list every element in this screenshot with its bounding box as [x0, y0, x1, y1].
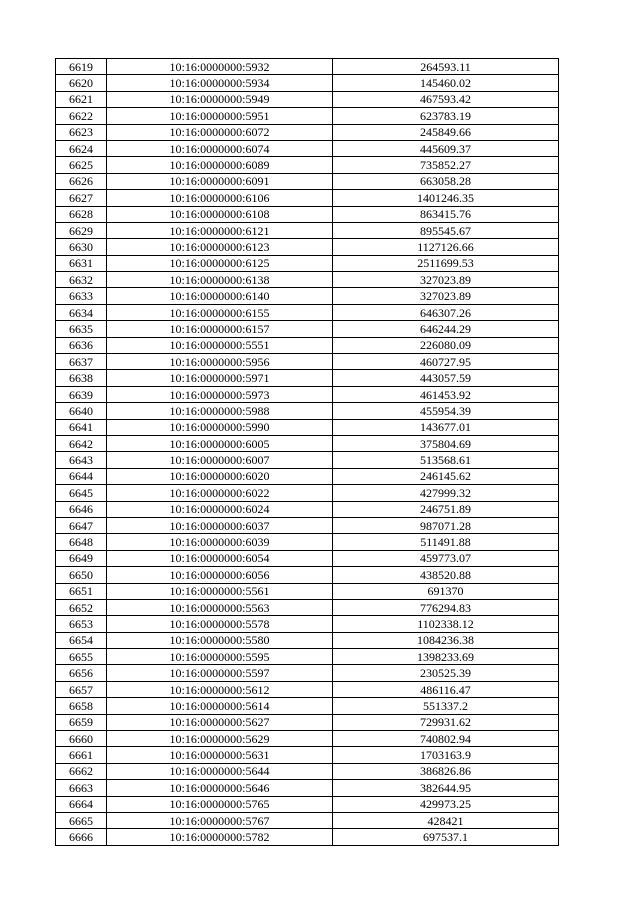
row-number-cell: 6648 — [56, 534, 107, 550]
table-row — [56, 59, 559, 75]
table-row — [56, 206, 559, 222]
cadastral-number-cell: 10:16:0000000:6074 — [107, 140, 333, 156]
cadastral-number-cell: 10:16:0000000:6056 — [107, 567, 333, 583]
row-number-cell: 6633 — [56, 288, 107, 304]
table-row — [56, 780, 559, 796]
cadastral-number-cell: 10:16:0000000:6089 — [107, 157, 333, 173]
table-row — [56, 517, 559, 533]
table-row — [56, 190, 559, 206]
table-row — [56, 124, 559, 140]
cadastral-number-cell: 10:16:0000000:5578 — [107, 616, 333, 632]
table-row — [56, 616, 559, 632]
value-cell: 327023.89 — [333, 288, 559, 304]
value-cell: 2511699.53 — [333, 255, 559, 271]
cadastral-number-cell: 10:16:0000000:5767 — [107, 812, 333, 828]
value-cell: 691370 — [333, 583, 559, 599]
cadastral-number-cell: 10:16:0000000:6106 — [107, 190, 333, 206]
row-number-cell: 6641 — [56, 419, 107, 435]
row-number-cell: 6639 — [56, 386, 107, 402]
table-row — [56, 173, 559, 189]
row-number-cell: 6663 — [56, 780, 107, 796]
row-number-cell: 6651 — [56, 583, 107, 599]
table-row — [56, 649, 559, 665]
cadastral-number-cell: 10:16:0000000:6007 — [107, 452, 333, 468]
table-row — [56, 75, 559, 91]
row-number-cell: 6654 — [56, 632, 107, 648]
row-number-cell: 6665 — [56, 812, 107, 828]
row-number-cell: 6656 — [56, 665, 107, 681]
value-cell: 459773.07 — [333, 550, 559, 566]
table-row — [56, 747, 559, 763]
table-row — [56, 222, 559, 238]
value-cell: 987071.28 — [333, 517, 559, 533]
value-cell: 1401246.35 — [333, 190, 559, 206]
value-cell: 1102338.12 — [333, 616, 559, 632]
value-cell: 513568.61 — [333, 452, 559, 468]
value-cell: 145460.02 — [333, 75, 559, 91]
cadastral-number-cell: 10:16:0000000:6072 — [107, 124, 333, 140]
table-row — [56, 91, 559, 107]
value-cell: 427999.32 — [333, 485, 559, 501]
row-number-cell: 6638 — [56, 370, 107, 386]
table-row — [56, 255, 559, 271]
table-row — [56, 714, 559, 730]
row-number-cell: 6636 — [56, 337, 107, 353]
cadastral-number-cell: 10:16:0000000:6054 — [107, 550, 333, 566]
value-cell: 455954.39 — [333, 403, 559, 419]
cadastral-number-cell: 10:16:0000000:5561 — [107, 583, 333, 599]
value-cell: 246145.62 — [333, 468, 559, 484]
table-row — [56, 501, 559, 517]
row-number-cell: 6624 — [56, 140, 107, 156]
cadastral-number-cell: 10:16:0000000:6157 — [107, 321, 333, 337]
table-row — [56, 681, 559, 697]
cadastral-number-cell: 10:16:0000000:5614 — [107, 698, 333, 714]
value-cell: 386826.86 — [333, 763, 559, 779]
row-number-cell: 6666 — [56, 829, 107, 845]
value-cell: 740802.94 — [333, 731, 559, 747]
value-cell: 623783.19 — [333, 108, 559, 124]
value-cell: 1084236.38 — [333, 632, 559, 648]
value-cell: 428421 — [333, 812, 559, 828]
cadastral-number-cell: 10:16:0000000:5932 — [107, 59, 333, 75]
cadastral-number-cell: 10:16:0000000:5990 — [107, 419, 333, 435]
table-row — [56, 370, 559, 386]
value-cell: 663058.28 — [333, 173, 559, 189]
table-row — [56, 796, 559, 812]
table-body — [56, 59, 559, 846]
cadastral-number-cell: 10:16:0000000:6125 — [107, 255, 333, 271]
value-cell: 382644.95 — [333, 780, 559, 796]
value-cell: 445609.37 — [333, 140, 559, 156]
row-number-cell: 6619 — [56, 59, 107, 75]
cadastral-number-cell: 10:16:0000000:6024 — [107, 501, 333, 517]
cadastral-number-cell: 10:16:0000000:6123 — [107, 239, 333, 255]
value-cell: 551337.2 — [333, 698, 559, 714]
row-number-cell: 6622 — [56, 108, 107, 124]
cadastral-number-cell: 10:16:0000000:5951 — [107, 108, 333, 124]
table-row — [56, 239, 559, 255]
cadastral-number-cell: 10:16:0000000:5627 — [107, 714, 333, 730]
table-row — [56, 157, 559, 173]
cadastral-number-cell: 10:16:0000000:6039 — [107, 534, 333, 550]
table-row — [56, 485, 559, 501]
row-number-cell: 6628 — [56, 206, 107, 222]
row-number-cell: 6640 — [56, 403, 107, 419]
row-number-cell: 6629 — [56, 222, 107, 238]
cadastral-number-cell: 10:16:0000000:6121 — [107, 222, 333, 238]
value-cell: 460727.95 — [333, 354, 559, 370]
value-cell: 327023.89 — [333, 272, 559, 288]
cadastral-number-cell: 10:16:0000000:6140 — [107, 288, 333, 304]
value-cell: 438520.88 — [333, 567, 559, 583]
cadastral-number-cell: 10:16:0000000:5612 — [107, 681, 333, 697]
cadastral-number-cell: 10:16:0000000:5595 — [107, 649, 333, 665]
table-row — [56, 468, 559, 484]
table-row — [56, 665, 559, 681]
row-number-cell: 6649 — [56, 550, 107, 566]
cadastral-number-cell: 10:16:0000000:5956 — [107, 354, 333, 370]
value-cell: 1703163.9 — [333, 747, 559, 763]
row-number-cell: 6620 — [56, 75, 107, 91]
row-number-cell: 6662 — [56, 763, 107, 779]
row-number-cell: 6647 — [56, 517, 107, 533]
cadastral-number-cell: 10:16:0000000:6155 — [107, 304, 333, 320]
cadastral-number-cell: 10:16:0000000:5551 — [107, 337, 333, 353]
row-number-cell: 6635 — [56, 321, 107, 337]
row-number-cell: 6652 — [56, 599, 107, 615]
row-number-cell: 6646 — [56, 501, 107, 517]
row-number-cell: 6634 — [56, 304, 107, 320]
table-row — [56, 419, 559, 435]
value-cell: 143677.01 — [333, 419, 559, 435]
value-cell: 1127126.66 — [333, 239, 559, 255]
table-row — [56, 108, 559, 124]
value-cell: 776294.83 — [333, 599, 559, 615]
value-cell: 511491.88 — [333, 534, 559, 550]
value-cell: 486116.47 — [333, 681, 559, 697]
value-cell: 895545.67 — [333, 222, 559, 238]
cadastral-number-cell: 10:16:0000000:5597 — [107, 665, 333, 681]
table-row — [56, 698, 559, 714]
cadastral-number-cell: 10:16:0000000:5765 — [107, 796, 333, 812]
cadastral-number-cell: 10:16:0000000:6037 — [107, 517, 333, 533]
row-number-cell: 6661 — [56, 747, 107, 763]
cadastral-number-cell: 10:16:0000000:5629 — [107, 731, 333, 747]
value-cell: 245849.66 — [333, 124, 559, 140]
table-row — [56, 403, 559, 419]
table-row — [56, 304, 559, 320]
value-cell: 467593.42 — [333, 91, 559, 107]
cadastral-number-cell: 10:16:0000000:5644 — [107, 763, 333, 779]
cadastral-number-cell: 10:16:0000000:5949 — [107, 91, 333, 107]
row-number-cell: 6650 — [56, 567, 107, 583]
cadastral-number-cell: 10:16:0000000:5563 — [107, 599, 333, 615]
row-number-cell: 6623 — [56, 124, 107, 140]
table-row — [56, 337, 559, 353]
row-number-cell: 6660 — [56, 731, 107, 747]
row-number-cell: 6627 — [56, 190, 107, 206]
cadastral-number-cell: 10:16:0000000:6005 — [107, 435, 333, 451]
table-row — [56, 632, 559, 648]
cadastral-number-cell: 10:16:0000000:5988 — [107, 403, 333, 419]
value-cell: 443057.59 — [333, 370, 559, 386]
value-cell: 226080.09 — [333, 337, 559, 353]
cadastral-number-cell: 10:16:0000000:6020 — [107, 468, 333, 484]
cadastral-number-cell: 10:16:0000000:5782 — [107, 829, 333, 845]
value-cell: 246751.89 — [333, 501, 559, 517]
row-number-cell: 6655 — [56, 649, 107, 665]
table-row — [56, 567, 559, 583]
row-number-cell: 6659 — [56, 714, 107, 730]
table-row — [56, 550, 559, 566]
row-number-cell: 6658 — [56, 698, 107, 714]
table-row — [56, 731, 559, 747]
row-number-cell: 6626 — [56, 173, 107, 189]
cadastral-number-cell: 10:16:0000000:6091 — [107, 173, 333, 189]
value-cell: 429973.25 — [333, 796, 559, 812]
row-number-cell: 6625 — [56, 157, 107, 173]
row-number-cell: 6621 — [56, 91, 107, 107]
row-number-cell: 6653 — [56, 616, 107, 632]
table-row — [56, 599, 559, 615]
value-cell: 735852.27 — [333, 157, 559, 173]
cadastral-number-cell: 10:16:0000000:5646 — [107, 780, 333, 796]
value-cell: 230525.39 — [333, 665, 559, 681]
table-row — [56, 452, 559, 468]
table-row — [56, 321, 559, 337]
row-number-cell: 6644 — [56, 468, 107, 484]
row-number-cell: 6664 — [56, 796, 107, 812]
value-cell: 697537.1 — [333, 829, 559, 845]
row-number-cell: 6642 — [56, 435, 107, 451]
table-row — [56, 829, 559, 845]
table-row — [56, 386, 559, 402]
row-number-cell: 6657 — [56, 681, 107, 697]
row-number-cell: 6630 — [56, 239, 107, 255]
row-number-cell: 6645 — [56, 485, 107, 501]
cadastral-value-table — [55, 58, 559, 846]
table-row — [56, 534, 559, 550]
row-number-cell: 6632 — [56, 272, 107, 288]
cadastral-number-cell: 10:16:0000000:6022 — [107, 485, 333, 501]
cadastral-number-cell: 10:16:0000000:5973 — [107, 386, 333, 402]
table-row — [56, 763, 559, 779]
value-cell: 461453.92 — [333, 386, 559, 402]
row-number-cell: 6637 — [56, 354, 107, 370]
table-row — [56, 140, 559, 156]
cadastral-number-cell: 10:16:0000000:6108 — [107, 206, 333, 222]
value-cell: 863415.76 — [333, 206, 559, 222]
table-row — [56, 272, 559, 288]
table-row — [56, 435, 559, 451]
value-cell: 646307.26 — [333, 304, 559, 320]
table-row — [56, 288, 559, 304]
value-cell: 1398233.69 — [333, 649, 559, 665]
cadastral-number-cell: 10:16:0000000:5971 — [107, 370, 333, 386]
value-cell: 375804.69 — [333, 435, 559, 451]
row-number-cell: 6631 — [56, 255, 107, 271]
cadastral-number-cell: 10:16:0000000:5631 — [107, 747, 333, 763]
value-cell: 646244.29 — [333, 321, 559, 337]
row-number-cell: 6643 — [56, 452, 107, 468]
value-cell: 264593.11 — [333, 59, 559, 75]
cadastral-number-cell: 10:16:0000000:6138 — [107, 272, 333, 288]
value-cell: 729931.62 — [333, 714, 559, 730]
table-row — [56, 583, 559, 599]
cadastral-number-cell: 10:16:0000000:5580 — [107, 632, 333, 648]
cadastral-number-cell: 10:16:0000000:5934 — [107, 75, 333, 91]
table-row — [56, 354, 559, 370]
table-row — [56, 812, 559, 828]
